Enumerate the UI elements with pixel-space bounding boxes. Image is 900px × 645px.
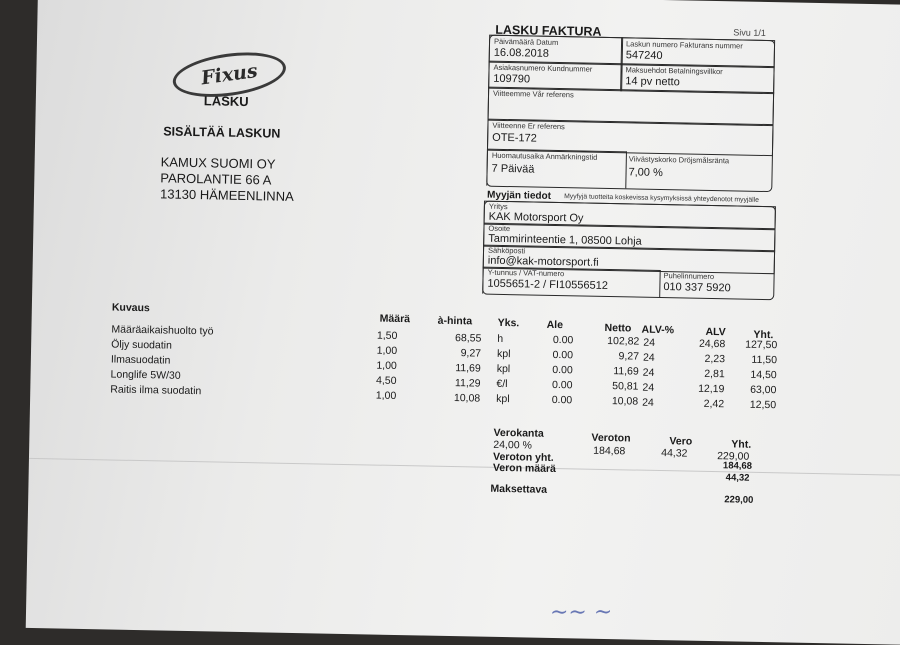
cell-net: 11,69 [613, 365, 639, 378]
cell-quantity: 4,50 [375, 374, 397, 388]
cell-unit: €/l [496, 377, 508, 390]
date-cell: Päivämäärä Datum 16.08.2018 [489, 35, 624, 66]
cell-total: 63,00 [750, 383, 777, 397]
tax-rate-label: Verokanta [493, 426, 544, 440]
seller-email: info@kak-motorsport.fi [487, 254, 599, 269]
notice-period: 7 Päivää [491, 162, 535, 176]
col-description: Kuvaus [111, 301, 150, 315]
page-number: Sivu 1/1 [733, 27, 766, 38]
cell-net: 50,81 [612, 380, 639, 393]
pretax-total: 184,68 [722, 460, 753, 472]
customer-number: 109790 [493, 72, 531, 86]
cell-vat: 2,81 [704, 367, 725, 381]
tax-amount: 44,32 [661, 447, 688, 460]
cell-unit: h [497, 332, 504, 345]
invoice-number: 547240 [625, 49, 663, 63]
pretax-total-label: Veroton yht. [492, 450, 554, 464]
cell-description: Määräaikaishuolto työ [111, 323, 214, 338]
cell-quantity: 1,00 [376, 359, 397, 373]
paper-fold [29, 458, 900, 476]
cell-unit: kpl [496, 362, 511, 375]
total-label: Yht. [731, 438, 752, 451]
terms-cell: Maksuehdot Betalningsvillkor 14 pv netto [620, 63, 775, 94]
cell-vat: 12,19 [698, 382, 725, 396]
seller-vat: 1055651-2 / FI10556512 [487, 277, 608, 292]
col-vat: ALV [705, 325, 726, 339]
recipient-city: 13130 HÄMEENLINNA [159, 186, 294, 204]
cell-net: 102,82 [607, 335, 640, 348]
tax-rate: 24,00 % [493, 438, 532, 452]
cell-discount: 0.00 [552, 348, 574, 362]
seller-address: Tammirinteentie 1, 08500 Lohja [488, 232, 642, 248]
total-amount: 229,00 [717, 450, 750, 463]
cell-description: Öljy suodatin [111, 338, 172, 352]
invoice-title: LASKU FAKTURA [495, 22, 602, 39]
company-cell: Yritys KAK Motorsport Oy [484, 201, 776, 231]
cell-vat-pct: 24 [642, 351, 655, 364]
our-ref-cell: Viitteemme Vår referens [488, 87, 775, 126]
cell-vat: 2,42 [703, 397, 725, 411]
recipient-name: KAMUX SUOMI OY [160, 154, 276, 172]
cell-description: Ilmasuodatin [110, 353, 171, 367]
seller-note: Myyfyjä tuotteita koskevissa kysymyksissä yhteydenotot myyjälle [564, 193, 760, 204]
cell-quantity: 1,00 [376, 344, 398, 358]
payment-terms: 14 pv netto [625, 75, 680, 89]
cell-quantity: 1,50 [376, 329, 398, 343]
invoice-paper [26, 0, 900, 645]
customer-number-cell: Asiakasnumero Kundnummer 109790 [488, 61, 623, 92]
recipient-street: PAROLANTIE 66 A [160, 170, 272, 188]
your-ref-cell: Viitteenne Er referens OTE-172 [487, 119, 774, 156]
col-vat-pct: ALV-% [641, 323, 675, 337]
col-net: Netto [604, 321, 632, 335]
invoice-date: 16.08.2018 [493, 46, 550, 60]
cell-net: 9,27 [618, 350, 640, 363]
invoice-info-box: Päivämäärä Datum 16.08.2018 Laskun numero Fakturans nummer 547240 Asiakasnumero Kundnummer 109790 Maksuehdot Betalningsvillkor 14 pv netto Viitteemme Vår referens Viitteenne Er referens OTE-172 Huomautusaika Anmärkningstid 7 Päivää Viivästyskorko Dröjsmålsränta 7,00 % [486, 35, 775, 192]
fixus-logo: Fixus [170, 46, 289, 103]
tax-total-label: Veron määrä [492, 461, 557, 476]
cell-quantity: 1,00 [375, 389, 397, 403]
pretax-amount: 184,68 [593, 444, 626, 458]
cell-discount: 0.00 [552, 363, 573, 377]
tax-label: Vero [669, 435, 693, 448]
cell-unit: kpl [496, 347, 511, 360]
payable-amount: 229,00 [724, 494, 754, 506]
cell-total: 127,50 [745, 338, 778, 352]
recipient-heading: SISÄLTÄÄ LASKUN [163, 124, 281, 141]
cell-description: Raitis ilma suodatin [110, 383, 202, 398]
col-unit-price: à-hinta [437, 314, 473, 328]
recipient-address [160, 154, 295, 205]
handwritten-scribble: ∼∼ ~ [550, 600, 613, 625]
col-discount: Ale [546, 318, 564, 332]
cell-vat: 2,23 [704, 352, 726, 366]
cell-discount: 0.00 [552, 333, 574, 347]
col-total: Yht. [753, 328, 774, 342]
invoice-number-cell: Laskun numero Fakturans nummer 547240 [621, 37, 776, 68]
seller-company: KAK Motorsport Oy [488, 210, 584, 225]
cell-vat-pct: 24 [642, 396, 654, 409]
cell-description: Longlife 5W/30 [110, 368, 181, 382]
pretax-label: Veroton [591, 431, 631, 445]
cell-discount: 0.00 [551, 393, 573, 407]
col-unit: Yks. [497, 316, 520, 330]
cell-total: 12,50 [749, 398, 777, 412]
cell-unit: kpl [496, 392, 510, 405]
address-cell: Osoite Tammirinteentie 1, 08500 Lohja [483, 223, 775, 253]
cell-unit-price: 11,69 [455, 361, 481, 375]
col-quantity: Määrä [379, 312, 411, 326]
cell-vat-pct: 24 [643, 336, 656, 349]
interest-rate: 7,00 % [628, 166, 663, 180]
payable-label: Maksettava [490, 482, 548, 496]
cell-vat: 24,68 [698, 337, 726, 351]
cell-net: 10,08 [611, 395, 639, 408]
cell-total: 11,50 [751, 353, 778, 367]
tax-total: 44,32 [725, 472, 750, 484]
cell-vat-pct: 24 [642, 381, 655, 394]
cell-vat-pct: 24 [642, 366, 655, 379]
notice-cell: Huomautusaika Anmärkningstid 7 Päivää [486, 149, 627, 189]
cell-total: 14,50 [750, 368, 777, 382]
seller-phone: 010 337 5920 [663, 281, 731, 295]
cell-discount: 0.00 [551, 378, 573, 392]
vat-cell: Y-tunnus / VAT-numero 1055651-2 / FI10556512 [482, 267, 660, 297]
cell-unit-price: 10,08 [453, 391, 481, 405]
cell-unit-price: 68,55 [454, 331, 482, 345]
cell-unit-price: 9,27 [460, 346, 482, 360]
doc-type: LASKU [203, 93, 249, 110]
seller-heading: Myyjän tiedot [487, 189, 552, 202]
email-cell: Sähköposti info@kak-motorsport.fi [483, 245, 775, 275]
seller-info-box: Yritys KAK Motorsport Oy Osoite Tammirinteentie 1, 08500 Lohja Sähköposti info@kak-motorsport.fi Y-tunnus / VAT-numero 1055651-2 / FI10556512 Puhelinnumero 010 337 5920 [482, 201, 776, 301]
your-reference: OTE-172 [492, 131, 537, 145]
cell-unit-price: 11,29 [454, 376, 481, 390]
